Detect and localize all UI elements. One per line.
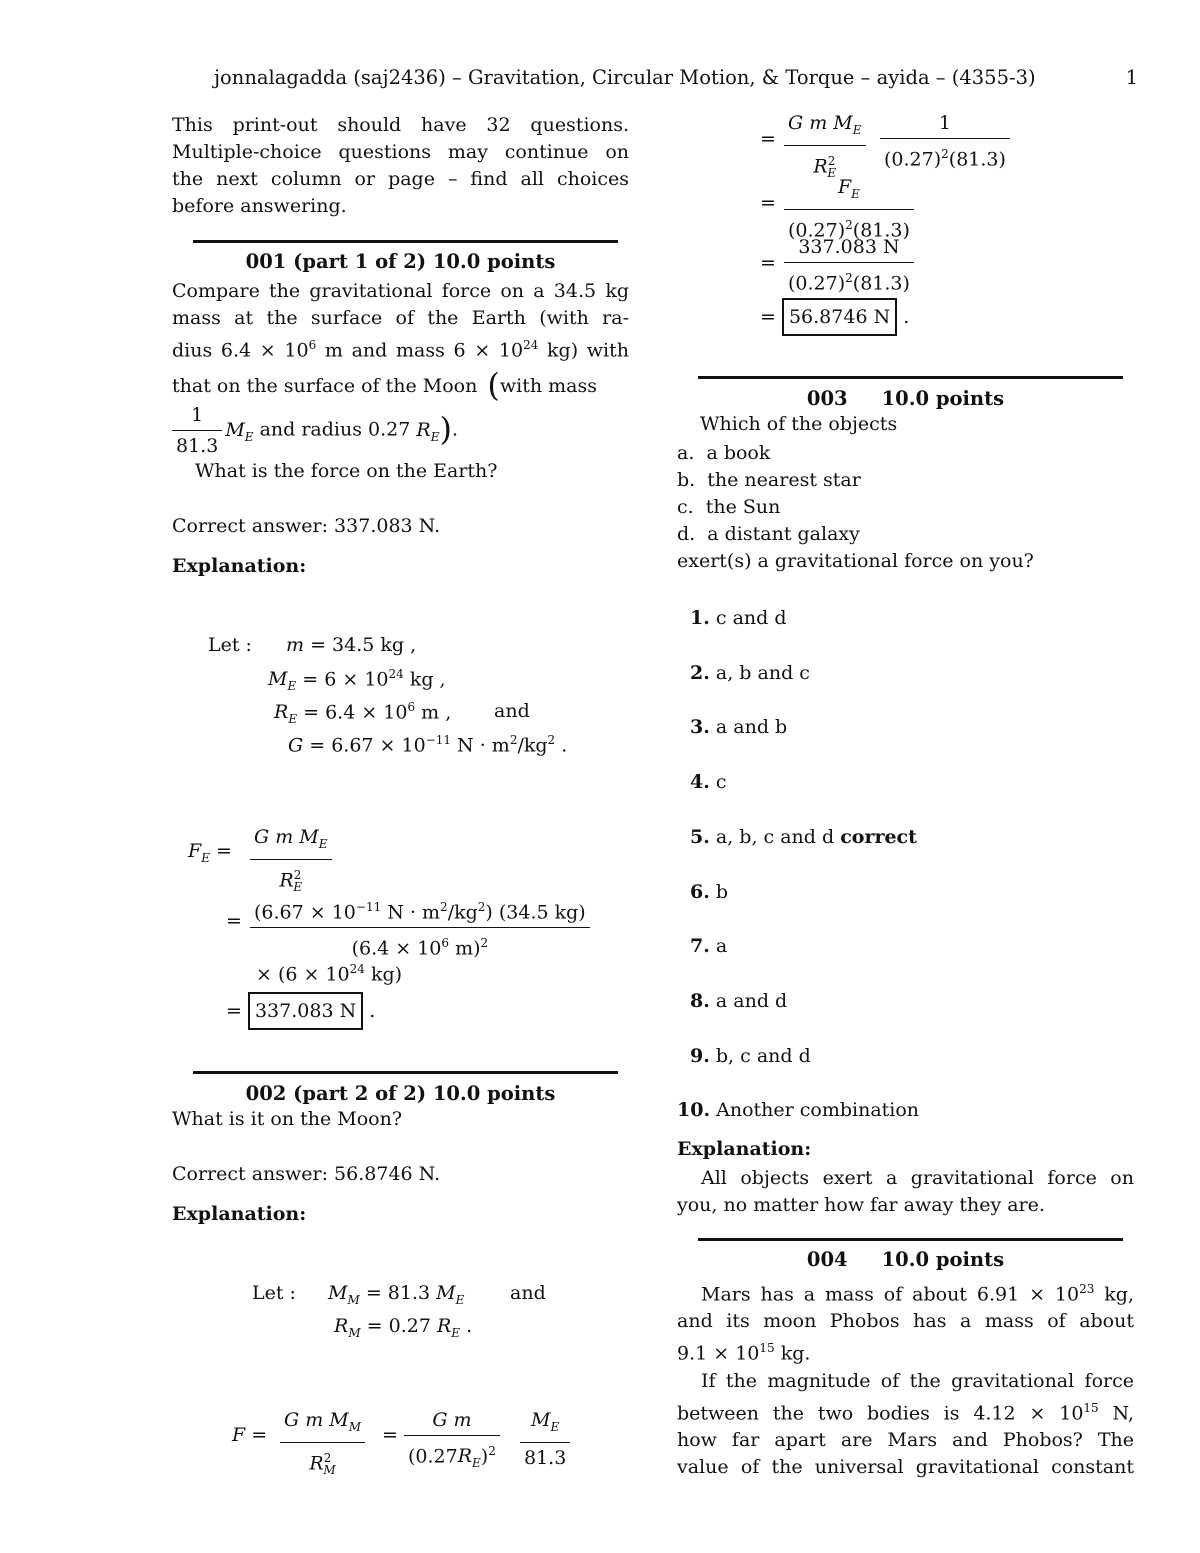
q2-result-box: 56.8746 N <box>782 298 897 336</box>
answer-choice[interactable]: 10. Another combination <box>677 1099 920 1121</box>
answer-choice[interactable]: 3. a and b <box>690 716 788 738</box>
header-title: jonnalagadda (saj2436) – Gravitation, Circular Motion, & Torque – ayida – (4355-3) <box>214 66 1036 89</box>
q1-heading: 001 (part 1 of 2) 10.0 points <box>245 250 556 273</box>
q4-text: Mars has a mass of about $6.91 \times 10^{23}$ kg, and its moon Phobos has a mass of about $9.1 \times 10^{15}$ kg. If the magnitude of the gravitational force between the two bodies is $4.12 \times 10^{15}$ N, how far apart are Mars and Phobos? The value of the universal gravitational constant <box>677 1282 1135 1478</box>
q3-explanation: All objects exert a gravitational force on you, no matter how far away they are. <box>677 1167 1134 1216</box>
q1-explanation-label: Explanation: <box>172 555 307 577</box>
divider <box>698 1238 1123 1241</box>
answer-choice[interactable]: 6. b <box>690 881 729 903</box>
intro-text: This print-out should have 32 questions. Multiple-choice questions may continue on the next column or page – find all choices before answering. <box>172 114 629 217</box>
answer-choice[interactable]: 9. b, c and d <box>690 1045 811 1067</box>
q4-heading: 004 10.0 points <box>806 1248 1005 1271</box>
q1-question: What is the force on the Earth? <box>195 460 498 482</box>
q3-prompt: Which of the objects <box>700 413 898 435</box>
answer-choice[interactable]: 5. a, b, c and d correct <box>690 826 917 848</box>
q3-explanation-label: Explanation: <box>677 1138 812 1160</box>
page-number: 1 <box>1125 66 1138 89</box>
answer-choice[interactable]: 4. c <box>690 771 727 793</box>
q1-correct-answer: Correct answer: 337.083 N. <box>172 515 441 537</box>
divider <box>698 376 1123 379</box>
answer-choice[interactable]: 2. a, b and c <box>690 662 810 684</box>
answer-choice[interactable]: 7. a <box>690 935 728 957</box>
answer-choice[interactable]: 8. a and d <box>690 990 788 1012</box>
q3-items: a. a book b. the nearest star c. the Sun d. a distant galaxy exert(s) a gravitational force on you? <box>677 442 1034 572</box>
q2-heading: 002 (part 2 of 2) 10.0 points <box>245 1082 556 1105</box>
q1-result-box: 337.083 N <box>248 992 363 1030</box>
moon-mass-fraction: $\frac{1}{81.3}$ $M_E$ and radius 0.27 $R_E$). <box>172 400 458 461</box>
answer-choice[interactable]: 1. c and d <box>690 607 787 629</box>
divider <box>193 240 618 243</box>
page-header <box>214 66 1138 89</box>
q1-text: Compare the gravitational force on a 34.5 kg mass at the surface of the Earth (with ra- dius $6.4 \times 10^6$ m and mass $6 \times 10^{24}$ kg) with <box>172 280 629 362</box>
q2-correct-answer: Correct answer: 56.8746 N. <box>172 1163 441 1185</box>
correct-tag: correct <box>840 826 917 848</box>
q2-explanation-label: Explanation: <box>172 1203 307 1225</box>
q3-heading: 003 10.0 points <box>806 387 1005 410</box>
q2-question: What is it on the Moon? <box>172 1108 403 1130</box>
divider <box>193 1071 618 1074</box>
